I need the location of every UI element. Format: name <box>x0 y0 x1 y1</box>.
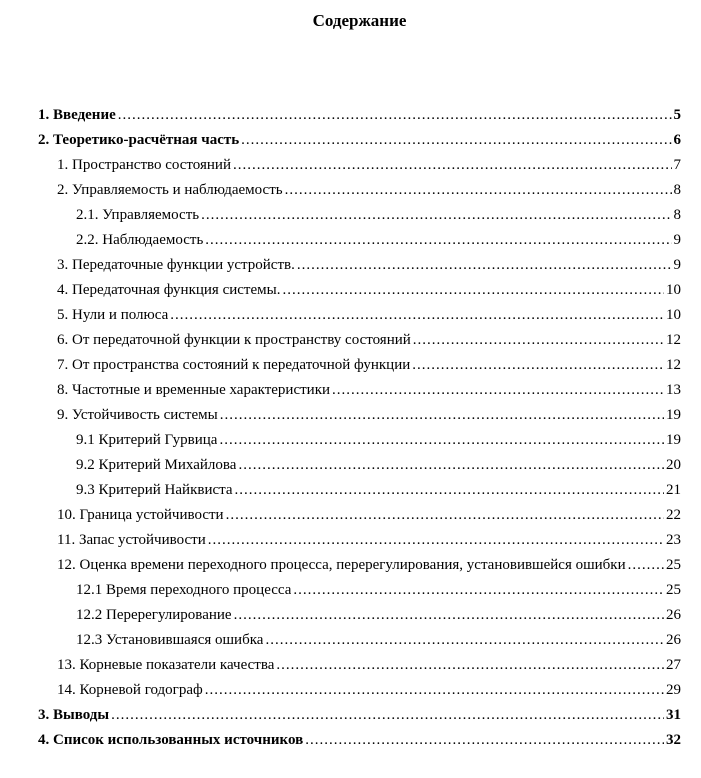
toc-entry-label: 6. От передаточной функции к пространству состояний <box>57 332 411 348</box>
toc-entry-label: 3. Выводы <box>38 707 110 723</box>
toc-entry-label: 2.1. Управляемость <box>76 207 200 223</box>
toc-entry[interactable] <box>38 403 681 428</box>
toc-entry-label: 4. Передаточная функция системы. <box>57 282 281 298</box>
toc-entry-page-number: 12 <box>666 357 681 373</box>
toc-leader-dots <box>170 303 664 328</box>
toc-entry-label: 9.3 Критерий Найквиста <box>76 482 233 498</box>
toc-entry-page-number: 9 <box>673 257 681 273</box>
table-of-contents <box>38 103 681 753</box>
toc-entry-label: 5. Нули и полюса <box>57 307 169 323</box>
toc-entry-label: 1. Введение <box>38 107 116 123</box>
toc-entry-page-number: 7 <box>673 157 681 173</box>
toc-entry-page-number: 9 <box>673 232 681 248</box>
toc-leader-dots <box>226 503 664 528</box>
toc-entry-label: 12.2 Перерегулирование <box>76 607 232 623</box>
toc-entry[interactable] <box>38 128 681 153</box>
toc-entry-page-number: 10 <box>666 307 681 323</box>
toc-leader-dots <box>234 603 664 628</box>
toc-entry-label: 9. Устойчивость системы <box>57 407 218 423</box>
toc-entry[interactable] <box>38 503 681 528</box>
toc-entry[interactable] <box>38 453 681 478</box>
toc-entry[interactable] <box>38 303 681 328</box>
toc-entry-page-number: 5 <box>673 107 681 123</box>
toc-entry-page-number: 10 <box>666 282 681 298</box>
toc-entry[interactable] <box>38 278 681 303</box>
toc-leader-dots <box>235 478 664 503</box>
toc-entry-label: 1. Пространство состояний <box>57 157 231 173</box>
toc-leader-dots <box>282 278 664 303</box>
toc-entry-label: 2. Управляемость и наблюдаемость <box>57 182 283 198</box>
toc-leader-dots <box>628 553 664 578</box>
toc-entry-label: 14. Корневой годограф <box>57 682 203 698</box>
toc-entry[interactable] <box>38 253 681 278</box>
toc-entry[interactable] <box>38 603 681 628</box>
toc-entry[interactable] <box>38 103 681 128</box>
toc-entry[interactable] <box>38 703 681 728</box>
toc-entry[interactable] <box>38 328 681 353</box>
toc-leader-dots <box>413 328 664 353</box>
toc-entry-page-number: 26 <box>666 632 681 648</box>
toc-leader-dots <box>220 403 664 428</box>
toc-entry-page-number: 8 <box>673 182 681 198</box>
page-title: Содержание <box>312 11 407 30</box>
toc-entry-label: 3. Передаточные функции устройств. <box>57 257 295 273</box>
toc-entry-page-number: 32 <box>666 732 681 748</box>
toc-entry-page-number: 26 <box>666 607 681 623</box>
toc-entry-label: 11. Запас устойчивости <box>57 532 206 548</box>
toc-entry-label: 8. Частотные и временные характеристики <box>57 382 331 398</box>
toc-entry-page-number: 19 <box>666 432 681 448</box>
toc-entry[interactable] <box>38 478 681 503</box>
toc-entry-label: 4. Список использованных источников <box>38 732 304 748</box>
toc-entry-label: 12.3 Установившаяся ошибка <box>76 632 264 648</box>
toc-leader-dots <box>412 353 664 378</box>
toc-leader-dots <box>265 628 664 653</box>
toc-leader-dots <box>285 178 672 203</box>
toc-entry-label: 12.1 Время переходного процесса <box>76 582 292 598</box>
toc-leader-dots <box>233 153 672 178</box>
toc-entry-page-number: 13 <box>666 382 681 398</box>
toc-entry-page-number: 23 <box>666 532 681 548</box>
toc-entry[interactable] <box>38 578 681 603</box>
toc-entry-label: 13. Корневые показатели качества <box>57 657 275 673</box>
toc-entry-page-number: 6 <box>673 132 681 148</box>
toc-entry-label: 2.2. Наблюдаемость <box>76 232 204 248</box>
toc-leader-dots <box>297 253 672 278</box>
toc-leader-dots <box>332 378 664 403</box>
toc-entry-page-number: 19 <box>666 407 681 423</box>
toc-leader-dots <box>205 678 664 703</box>
toc-entry-page-number: 21 <box>666 482 681 498</box>
toc-leader-dots <box>201 203 671 228</box>
toc-entry[interactable] <box>38 353 681 378</box>
toc-leader-dots <box>241 128 671 153</box>
toc-entry[interactable] <box>38 153 681 178</box>
toc-entry[interactable] <box>38 228 681 253</box>
toc-entry-page-number: 8 <box>673 207 681 223</box>
toc-leader-dots <box>238 453 664 478</box>
toc-entry[interactable] <box>38 203 681 228</box>
toc-entry[interactable] <box>38 378 681 403</box>
toc-entry-page-number: 12 <box>666 332 681 348</box>
toc-entry[interactable] <box>38 678 681 703</box>
toc-entry[interactable] <box>38 728 681 753</box>
toc-entry-page-number: 25 <box>666 582 681 598</box>
toc-leader-dots <box>219 428 664 453</box>
toc-entry-label: 7. От пространства состояний к передаточной функции <box>57 357 411 373</box>
toc-leader-dots <box>305 728 664 753</box>
toc-entry[interactable] <box>38 528 681 553</box>
toc-leader-dots <box>208 528 664 553</box>
toc-leader-dots <box>111 703 664 728</box>
toc-leader-dots <box>293 578 664 603</box>
toc-leader-dots <box>205 228 671 253</box>
toc-entry-page-number: 29 <box>666 682 681 698</box>
toc-leader-dots <box>276 653 664 678</box>
toc-entry[interactable] <box>38 428 681 453</box>
toc-entry-label: 12. Оценка времени переходного процесса, перерегулирования, установившейся ошибки <box>57 557 626 573</box>
toc-entry-page-number: 27 <box>666 657 681 673</box>
toc-entry-page-number: 20 <box>666 457 681 473</box>
toc-entry-label: 9.2 Критерий Михайлова <box>76 457 237 473</box>
toc-entry-page-number: 31 <box>666 707 681 723</box>
toc-entry-label: 10. Граница устойчивости <box>57 507 224 523</box>
toc-entry-page-number: 22 <box>666 507 681 523</box>
toc-entry[interactable] <box>38 653 681 678</box>
toc-entry[interactable] <box>38 178 681 203</box>
toc-entry-page-number: 25 <box>666 557 681 573</box>
toc-entry[interactable] <box>38 628 681 653</box>
toc-entry[interactable] <box>38 553 681 578</box>
toc-entry-label: 9.1 Критерий Гурвица <box>76 432 218 448</box>
toc-entry-label: 2. Теоретико-расчётная часть <box>38 132 240 148</box>
toc-leader-dots <box>118 103 672 128</box>
